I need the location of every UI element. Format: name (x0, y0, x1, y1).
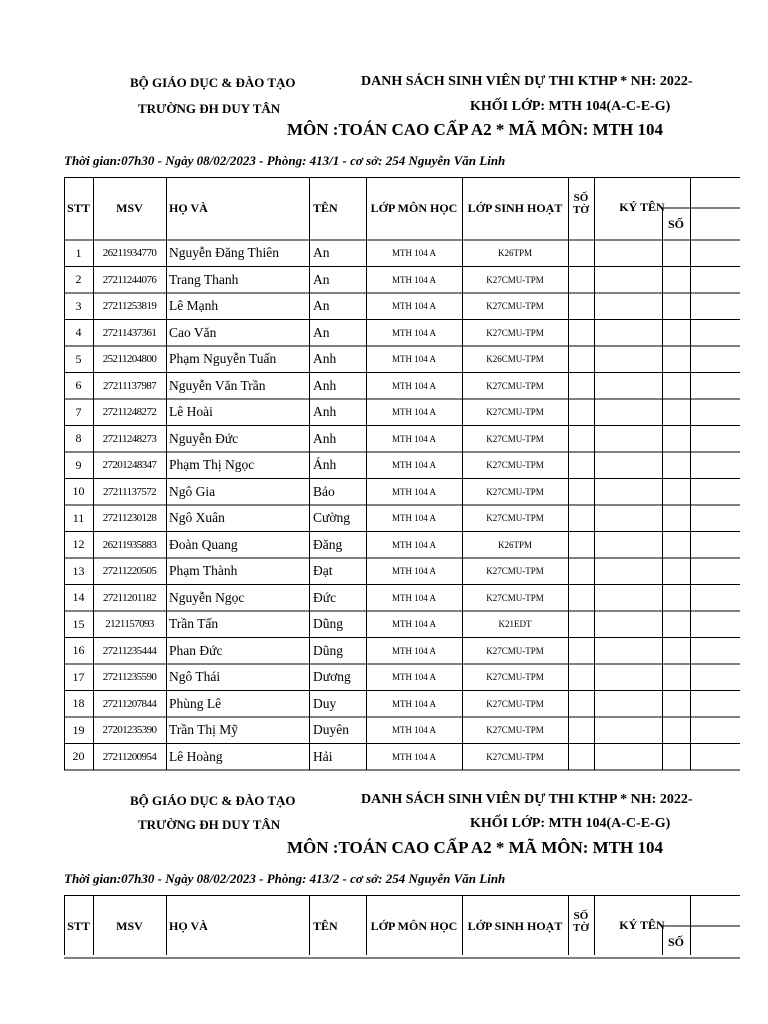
row-lop-sinh-hoat: K27CMU-TPM (486, 301, 544, 312)
row-ten: Đức (313, 589, 337, 605)
row-ten: Anh (313, 430, 337, 446)
exam-list-room-2 (0, 780, 768, 1024)
row-stt: 11 (72, 510, 85, 525)
row-msv: 27211235444 (102, 644, 157, 657)
row-lop-sinh-hoat: K27CMU-TPM (486, 645, 544, 656)
row-lop-sinh-hoat: K27CMU-TPM (486, 274, 544, 285)
row-msv: 27211207844 (102, 697, 157, 710)
row-lop-sinh-hoat: K27CMU-TPM (486, 751, 544, 762)
row-stt: 2 (75, 272, 82, 287)
col-header-so: SỐ (667, 216, 684, 231)
row-lop-mon-hoc: MTH 104 A (391, 460, 436, 471)
row-ho-va: Lê Hoài (169, 404, 213, 420)
row-ho-va: Nguyễn Văn Trần (169, 377, 266, 393)
col-header-stt: STT (67, 201, 90, 215)
student-table-2 (0, 895, 688, 949)
row-msv: 27211235590 (102, 671, 157, 684)
row-ho-va: Trần Tấn (169, 616, 219, 632)
row-ten: Anh (313, 404, 337, 420)
row-lop-sinh-hoat: K27CMU-TPM (486, 698, 544, 709)
row-lop-mon-hoc: MTH 104 A (391, 380, 436, 391)
row-lop-sinh-hoat: K27CMU-TPM (486, 327, 544, 338)
row-lop-mon-hoc: MTH 104 A (391, 248, 436, 259)
row-lop-sinh-hoat: K27CMU-TPM (486, 672, 544, 683)
row-ten: Bảo (313, 483, 335, 499)
col-header-so-to: SỐ (573, 192, 589, 204)
row-stt: 12 (72, 537, 85, 552)
row-ho-va: Ngô Xuân (169, 510, 225, 526)
row-lop-mon-hoc: MTH 104 A (391, 645, 436, 656)
row-lop-sinh-hoat: K27CMU-TPM (486, 566, 544, 577)
row-stt: 13 (72, 563, 85, 578)
row-msv: 26211935883 (102, 538, 157, 551)
row-lop-sinh-hoat: K21EDT (498, 619, 532, 630)
row-msv: 27211437361 (102, 326, 157, 339)
row-ho-va: Phạm Thị Ngọc (169, 457, 255, 473)
col-header-ho-va: HỌ VÀ (169, 919, 208, 933)
col-header-ten: TÊN (313, 201, 338, 215)
row-lop-mon-hoc: MTH 104 A (391, 513, 436, 524)
row-lop-mon-hoc: MTH 104 A (391, 698, 436, 709)
row-ten: An (313, 324, 330, 340)
col-header-so: SỐ (667, 934, 684, 949)
col-header-so-to: SỐ (573, 910, 589, 922)
row-stt: 9 (75, 457, 82, 472)
row-msv: 2121157093 (105, 618, 154, 631)
col-header-ky-ten: KÝ TÊN (619, 917, 665, 932)
row-ten: An (313, 271, 330, 287)
row-lop-mon-hoc: MTH 104 A (391, 619, 436, 630)
row-lop-mon-hoc: MTH 104 A (391, 274, 436, 285)
row-ho-va: Ngô Gia (169, 483, 216, 499)
row-ten: Dũng (313, 616, 343, 632)
row-ho-va: Trần Thị Mỹ (169, 722, 239, 738)
row-msv: 27211230128 (102, 512, 157, 525)
row-lop-sinh-hoat: K27CMU-TPM (486, 460, 544, 471)
subject-title: MÔN :TOÁN CAO CẤP A2 * MÃ MÔN: MTH 104 (287, 838, 664, 857)
row-ho-va: Ngô Thái (169, 669, 221, 685)
student-table (0, 177, 688, 771)
row-lop-sinh-hoat: K27CMU-TPM (486, 433, 544, 444)
school-name: TRƯỜNG ĐH DUY TÂN (138, 817, 281, 832)
row-msv: 25211204800 (102, 353, 157, 366)
col-header-msv: MSV (116, 919, 143, 933)
row-lop-mon-hoc: MTH 104 A (391, 354, 436, 365)
col-header-so-to-2: TỜ (573, 204, 589, 216)
row-stt: 7 (75, 404, 82, 419)
col-header-stt: STT (67, 919, 90, 933)
col-header-lop-mon-hoc: LỚP MÔN HỌC (370, 201, 458, 215)
row-ten: An (313, 245, 330, 261)
exam-info: Thời gian:07h30 - Ngày 08/02/2023 - Phòng: 413/2 - cơ sở: 254 Nguyễn Văn Linh (64, 871, 506, 886)
row-ten: Duyên (313, 722, 349, 738)
row-stt: 14 (72, 590, 85, 605)
row-msv: 27211248273 (102, 432, 157, 445)
subject-title: MÔN :TOÁN CAO CẤP A2 * MÃ MÔN: MTH 104 (287, 120, 664, 139)
list-title: DANH SÁCH SINH VIÊN DỰ THI KTHP * NH: 2022- (361, 792, 693, 807)
col-header-lop-mon-hoc: LỚP MÔN HỌC (370, 919, 458, 933)
row-lop-mon-hoc: MTH 104 A (391, 539, 436, 550)
row-ten: Cường (313, 510, 350, 526)
row-lop-sinh-hoat: K26TPM (497, 539, 532, 550)
row-lop-sinh-hoat: K27CMU-TPM (486, 407, 544, 418)
row-ho-va: Nguyễn Đăng Thiên (169, 245, 279, 261)
row-stt: 4 (75, 325, 82, 340)
row-ho-va: Phùng Lê (169, 695, 222, 711)
row-stt: 3 (75, 298, 82, 313)
row-stt: 16 (72, 643, 85, 658)
col-header-ho-va: HỌ VÀ (169, 201, 208, 215)
row-ho-va: Nguyễn Ngọc (169, 589, 245, 605)
row-msv: 27211244076 (102, 273, 157, 286)
row-ho-va: Nguyễn Đức (169, 430, 239, 446)
exam-info: Thời gian:07h30 - Ngày 08/02/2023 - Phòng: 413/1 - cơ sở: 254 Nguyễn Văn Linh (64, 153, 506, 168)
row-ten: An (313, 298, 330, 314)
row-stt: 18 (72, 696, 85, 711)
row-lop-mon-hoc: MTH 104 A (391, 725, 436, 736)
row-msv: 27211137987 (102, 379, 157, 392)
row-stt: 17 (72, 669, 85, 684)
row-ten: Anh (313, 377, 337, 393)
col-header-msv: MSV (116, 201, 143, 215)
row-lop-mon-hoc: MTH 104 A (391, 301, 436, 312)
col-header-lop-sinh-hoat: LỚP SINH HOẠT (467, 201, 563, 215)
row-lop-sinh-hoat: K27CMU-TPM (486, 380, 544, 391)
row-msv: 27211137572 (102, 485, 157, 498)
row-lop-mon-hoc: MTH 104 A (391, 327, 436, 338)
row-stt: 5 (75, 351, 82, 366)
row-lop-mon-hoc: MTH 104 A (391, 407, 436, 418)
row-stt: 8 (75, 431, 82, 446)
row-stt: 20 (72, 749, 85, 764)
col-header-lop-sinh-hoat: LỚP SINH HOẠT (467, 919, 563, 933)
row-ho-va: Phan Đức (169, 642, 223, 658)
row-ten: Ánh (313, 457, 337, 473)
row-ten: Đăng (313, 536, 343, 552)
row-ten: Duy (313, 695, 337, 711)
row-ten: Anh (313, 351, 337, 367)
row-lop-mon-hoc: MTH 104 A (391, 751, 436, 762)
row-stt: 15 (72, 616, 85, 631)
class-block: KHỐI LỚP: MTH 104(A-C-E-G) (470, 99, 671, 114)
row-ten: Dũng (313, 642, 343, 658)
row-stt: 1 (75, 245, 82, 260)
row-lop-sinh-hoat: K27CMU-TPM (486, 592, 544, 603)
row-lop-mon-hoc: MTH 104 A (391, 566, 436, 577)
row-lop-mon-hoc: MTH 104 A (391, 433, 436, 444)
row-ho-va: Đoàn Quang (169, 536, 238, 552)
row-lop-sinh-hoat: K27CMU-TPM (486, 725, 544, 736)
row-lop-sinh-hoat: K27CMU-TPM (486, 513, 544, 524)
row-msv: 27201248347 (102, 459, 157, 472)
row-ho-va: Lê Mạnh (169, 298, 219, 314)
col-header-so-to-2: TỜ (573, 922, 589, 934)
row-lop-sinh-hoat: K26TPM (497, 248, 532, 259)
row-lop-mon-hoc: MTH 104 A (391, 592, 436, 603)
school-name: TRƯỜNG ĐH DUY TÂN (138, 101, 281, 116)
col-header-ten: TÊN (313, 919, 338, 933)
col-header-ky-ten: KÝ TÊN (619, 199, 665, 214)
row-lop-mon-hoc: MTH 104 A (391, 486, 436, 497)
row-lop-sinh-hoat: K27CMU-TPM (486, 486, 544, 497)
row-ho-va: Lê Hoàng (169, 748, 223, 764)
row-ten: Hải (313, 748, 333, 764)
row-ten: Dương (313, 669, 351, 685)
row-msv: 27201235390 (102, 724, 157, 737)
row-msv: 27211253819 (102, 300, 157, 313)
list-title: DANH SÁCH SINH VIÊN DỰ THI KTHP * NH: 2022- (361, 74, 693, 89)
row-ten: Đạt (313, 563, 333, 579)
row-lop-mon-hoc: MTH 104 A (391, 672, 436, 683)
row-stt: 19 (72, 722, 85, 737)
row-ho-va: Cao Văn (169, 324, 217, 340)
row-msv: 26211934770 (102, 247, 157, 260)
row-msv: 27211200954 (102, 750, 157, 763)
row-lop-sinh-hoat: K26CMU-TPM (486, 354, 544, 365)
row-msv: 27211220505 (102, 565, 157, 578)
ministry-name: BỘ GIÁO DỤC & ĐÀO TẠO (130, 793, 296, 808)
class-block: KHỐI LỚP: MTH 104(A-C-E-G) (470, 816, 671, 831)
row-ho-va: Trang Thanh (169, 271, 239, 287)
row-stt: 6 (75, 378, 82, 393)
row-msv: 27211201182 (102, 591, 157, 604)
row-ho-va: Phạm Thành (169, 563, 238, 579)
row-stt: 10 (72, 484, 85, 499)
row-msv: 27211248272 (102, 406, 157, 419)
ministry-name: BỘ GIÁO DỤC & ĐÀO TẠO (130, 75, 296, 90)
row-ho-va: Phạm Nguyễn Tuấn (169, 351, 277, 367)
